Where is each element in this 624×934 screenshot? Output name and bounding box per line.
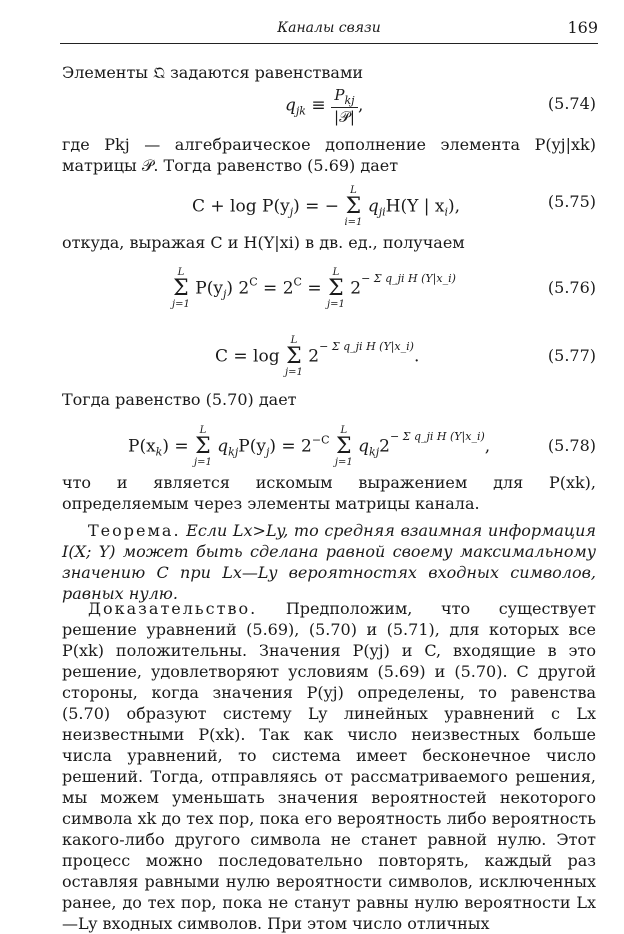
proof: [62, 598, 596, 934]
fraction: $\frac{P_{kj}}{\text{|𝒫|}}$: [331, 86, 358, 126]
summation-sign: L Σ j=1: [327, 267, 345, 310]
running-head: [60, 17, 598, 44]
paragraph-binary-units: откуда, выражая C и H(Y|xi) в дв. ед., получаем: [62, 233, 465, 252]
exponent: − Σ q_ji H (Y|x_i): [319, 339, 414, 353]
exponent: − Σ q_ji H (Y|x_i): [361, 271, 456, 285]
equation-5-78: $P(x_k)$ = L Σ j=1 $q_{kj}P(y_j) = 2^{-C}$ L Σ j=1 $q_{kj}2- \Sigma$ q_ji H (Y|x_i), (5.78): [128, 425, 596, 468]
theorem-text: Если Lx>Ly, то средняя взаимная информация I(X; Y) может быть сделана равной своему максимальному значению C при Lx—Ly вероятностях входных символов, равных нулю.: [62, 521, 596, 603]
summation-sign: L Σ j=1: [172, 267, 190, 310]
equation-label: (5.76): [547, 278, 596, 297]
theorem: [62, 520, 596, 604]
equation-label: (5.74): [547, 94, 596, 113]
summation-sign: L Σ j=1: [285, 335, 303, 378]
equation-5-75: $C + \log P(y_j)$ = − L Σ i=1 $q_{ji}H(Y$ | $x_i$), (5.75): [192, 185, 596, 228]
equation-label: (5.77): [547, 346, 596, 365]
equation-5-74: $q_{jk}$ ≡ $\frac{P_{kj}}{\text{|𝒫|}}$ , (5.74): [285, 86, 596, 126]
equation-label: (5.78): [547, 436, 596, 455]
proof-text: Предположим, что существует решение уравнений (5.69), (5.70) и (5.71), для которых все P(xk) положительны. Значения P(yj) и C, входящие в это решение, удовлетворяют условиям (5.69) и (5.70). С другой стороны, когда значения P(yj) определены, то равенства (5.70) образуют систему Ly линейных уравнений с Lx неизвестными P(xk). Так как число неизвестных больше числа уравнений, то система имеет бесконечное число решений. Тогда, отправляясь от рассматриваемого решения, мы можем уменьшать значения вероятностей некоторого символа xk до тех пор, пока его вероятность либо вероятность какого-либо другого символа не станет равной нулю. Этот процесс можно последовательно повторять, каждый раз оставляя равными нулю вероятности символов, исключенных ранее, до тех пор, пока не станут равны нулю вероятности Lx—Ly входных символов. При этом число отличных: [62, 599, 596, 933]
summation-sign: L Σ i=1: [344, 185, 363, 228]
chapter-title: Каналы связи: [277, 20, 381, 36]
equation-5-77: C = log L Σ j=1 2− Σ q_ji H (Y|x_i). (5.77): [215, 335, 596, 378]
proof-heading: Доказательство.: [88, 599, 258, 618]
summation-sign: L Σ j=1: [334, 425, 353, 468]
summation-sign: L Σ j=1: [194, 425, 212, 468]
paragraph-then: Тогда равенство (5.70) дает: [62, 390, 297, 409]
paragraph-cofactor: где Pkj — алгебраическое дополнение элемента P(yj|xk) матрицы 𝒫. Тогда равенство (5.69) дает: [62, 135, 596, 175]
equation-label: (5.75): [547, 192, 596, 211]
paragraph-conclusion: что и является искомым выражением для P(xk), определяемым через элементы матрицы канала.: [62, 473, 596, 513]
page-number: 169: [567, 18, 598, 37]
equation-5-76: L Σ j=1 $P(y_j) 2^C = 2^C$ = L Σ j=1 2− Σ q_ji H (Y|x_i) (5.76): [172, 267, 596, 310]
theorem-heading: Теорема.: [88, 521, 181, 540]
paragraph-intro: Элементы 𝔔 задаются равенствами: [62, 63, 364, 82]
exponent: − Σ q_ji H (Y|x_i): [389, 429, 485, 443]
